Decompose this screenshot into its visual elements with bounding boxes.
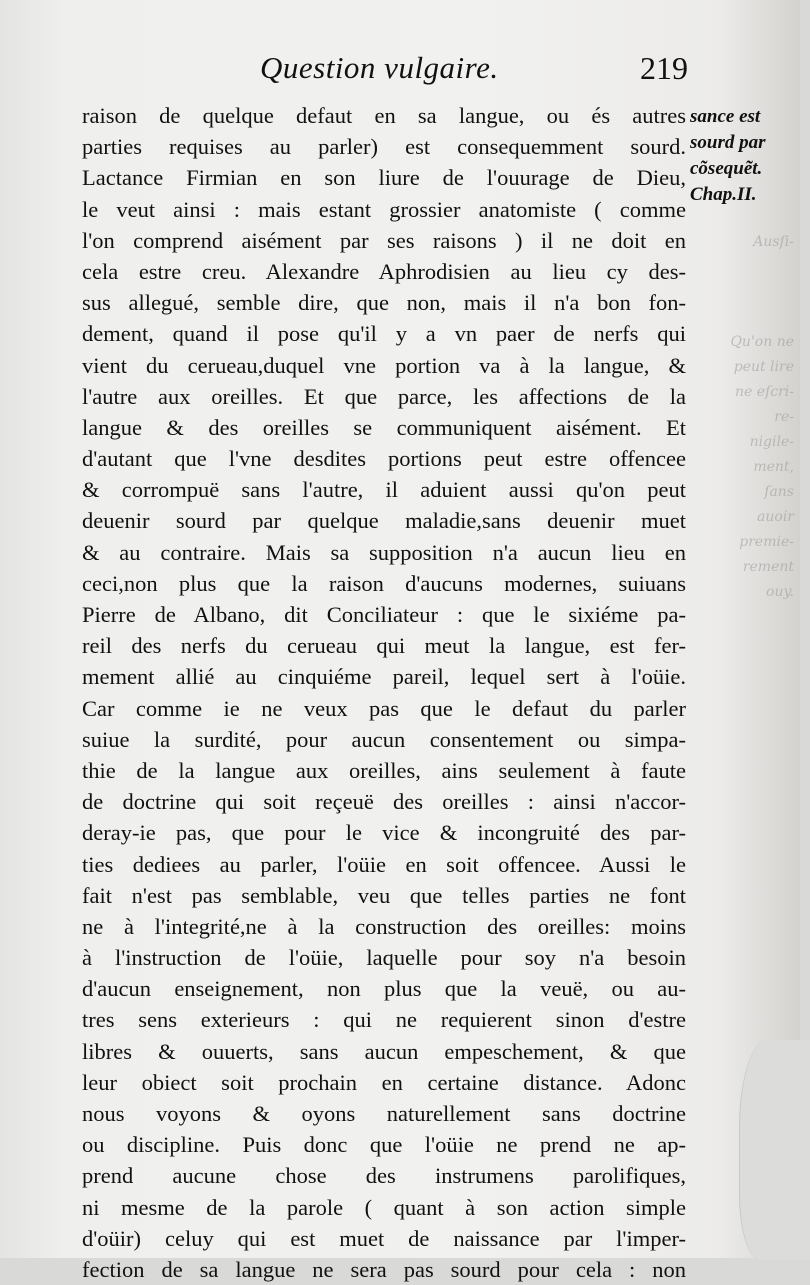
page-header (80, 50, 688, 90)
text-line: reil des nerfs du cerueau qui meut la langue, est fer- (82, 633, 686, 659)
marginal-note-line: Chap.II. (690, 184, 757, 205)
text-line: prend aucune chose des instrumens parolifiques, (82, 1163, 686, 1189)
text-line: l'on comprend aisément par ses raisons ) il ne doit en (82, 227, 686, 253)
text-line: & au contraire. Mais sa supposition n'a aucun lieu en (82, 539, 686, 565)
text-line: sus allegué, semble dire, que non, mais il n'a bon fon- (82, 290, 686, 316)
text-line: ni mesme de la parole ( quant à son action simple (82, 1194, 686, 1220)
bleed-line: ne eſcri- (735, 384, 794, 400)
text-line: vient du cerueau,duquel vne portion va à la langue, & (82, 352, 686, 378)
text-line: ties dediees au parler, l'oüie en soit offencee. Aussi le (82, 851, 686, 877)
torn-page-edge (739, 1040, 810, 1260)
text-line: le veut ainsi : mais estant grossier anatomiste ( comme (82, 196, 686, 222)
text-line: & corrompuë sans l'autre, il aduient aussi qu'on peut (82, 477, 686, 503)
text-line: de doctrine qui soit reçeuë des oreilles : ainsi n'accor- (82, 789, 686, 815)
bleed-line: peut lire (733, 359, 794, 375)
text-line: ou discipline. Puis donc que l'oüie ne prend ne ap- (82, 1132, 686, 1158)
text-line: cela estre creu. Alexandre Aphrodisien au lieu cy des- (82, 258, 686, 284)
page-number: 219 (640, 50, 688, 86)
text-line: deuenir sourd par quelque maladie,sans deuenir muet (82, 508, 686, 534)
text-line: Car comme ie ne veux pas que le defaut du parler (82, 695, 686, 721)
bleed-line: Qu'on ne (730, 334, 794, 350)
text-line: ceci,non plus que la raison d'aucuns modernes, suiuans (82, 570, 686, 596)
text-line: fait n'est pas semblable, veu que telles parties ne font (82, 882, 686, 908)
text-line: parties requises au parler) est consequemment sourd. (82, 134, 686, 160)
text-line: l'autre aux oreilles. Et que parce, les affections de la (82, 383, 686, 409)
bleed-line: ment, ſans (753, 459, 794, 500)
text-line: dement, quand il pose qu'il y a vn paer de nerfs qui (82, 321, 686, 347)
bleed-through-text (724, 230, 800, 1130)
text-line: tres sens exterieurs : qui ne requierent sinon d'estre (82, 1007, 686, 1033)
bleed-line: Ausſi- (753, 234, 794, 250)
text-line: suiue la surdité, pour aucun consentement ou simpa- (82, 726, 686, 752)
running-title: Question vulgaire. (260, 50, 499, 85)
bleed-line: nigile- (749, 434, 794, 450)
text-line: d'autant que l'vne desdites portions peut estre offencee (82, 446, 686, 472)
bleed-line: ouy. (766, 584, 794, 600)
text-line: mement allié au cinquiéme pareil, lequel sert à l'oüie. (82, 664, 686, 690)
text-line: thie de la langue aux oreilles, ains seulement à faute (82, 757, 686, 783)
bleed-line: rement (742, 559, 794, 575)
marginal-note-line: cõsequẽt. (690, 158, 763, 179)
text-line: d'aucun enseignement, non plus que la veuë, ou au- (82, 976, 686, 1002)
text-line: nous voyons & oyons naturellement sans doctrine (82, 1101, 686, 1126)
marginal-note-line: sance est (690, 106, 761, 127)
marginal-note (690, 104, 800, 208)
bleed-line: re- (774, 409, 794, 425)
bleed-line: auoir (757, 509, 794, 525)
text-line: Pierre de Albano, dit Conciliateur : que le sixiéme pa- (82, 602, 686, 627)
text-line: à l'instruction de l'oüie, laquelle pour soy n'a besoin (82, 945, 686, 971)
body-text (82, 100, 686, 1285)
text-line: leur obiect soit prochain en certaine distance. Adonc (82, 1069, 686, 1095)
text-line: d'oüir) celuy qui est muet de naissance par l'imper- (82, 1225, 686, 1251)
text-line: raison de quelque defaut en sa langue, ou és autres (82, 103, 686, 128)
text-line: Lactance Firmian en son liure de l'ouurage de Dieu, (82, 165, 686, 191)
marginal-note-line: sourd par (690, 132, 766, 153)
text-line: langue & des oreilles se communiquent aisément. Et (82, 414, 686, 440)
text-line: ne à l'integrité,ne à la construction des oreilles: moins (82, 913, 686, 939)
text-line: libres & ouuerts, sans aucun empeschement, & que (82, 1038, 686, 1064)
bleed-line: premie- (739, 534, 794, 550)
text-line: fection de sa langue ne sera pas sourd pour cela : non (82, 1256, 686, 1282)
text-line: deray-ie pas, que pour le vice & incongruité des par- (82, 820, 686, 846)
